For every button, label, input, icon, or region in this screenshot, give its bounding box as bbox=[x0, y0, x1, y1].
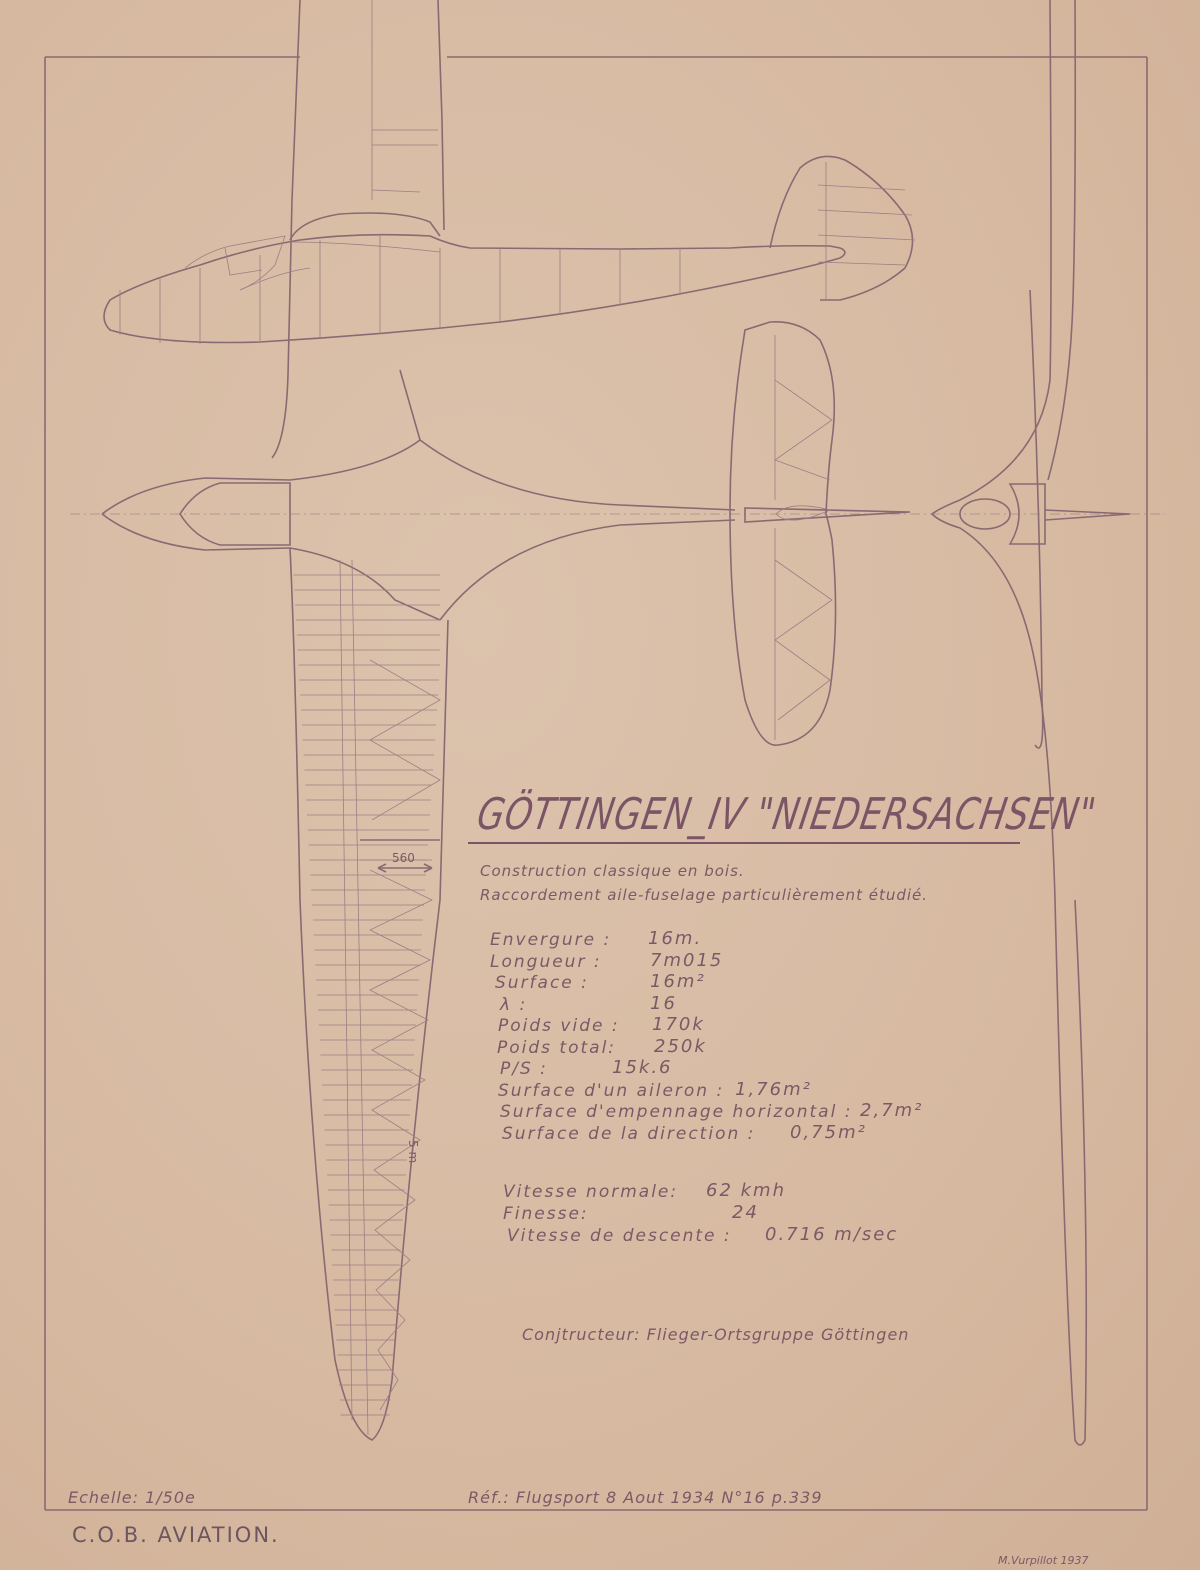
tailplane bbox=[730, 322, 836, 745]
performance-label: Vitesse normale: bbox=[503, 1182, 679, 1202]
performance-label: Vitesse de descente : bbox=[507, 1226, 732, 1246]
border-frame bbox=[45, 57, 1147, 1510]
spec-value: 16m. bbox=[648, 928, 703, 949]
spec-value: 0,75m² bbox=[790, 1121, 867, 1143]
fuselage-side-view bbox=[104, 156, 915, 344]
description-line-1: Construction classique en bois. bbox=[480, 862, 745, 880]
aircraft-title: GÖTTINGEN_IV "NIEDERSACHSEN" bbox=[473, 788, 1101, 840]
spec-label: Surface : bbox=[495, 973, 589, 993]
spec-value: 16m² bbox=[650, 971, 706, 992]
front-view bbox=[932, 0, 1130, 1445]
spec-value: 170k bbox=[652, 1014, 705, 1035]
performance-label: Finesse: bbox=[503, 1204, 589, 1224]
reference-label: Réf.: Flugsport 8 Aout 1934 N°16 p.339 bbox=[468, 1488, 823, 1507]
spec-value: 1,76m² bbox=[735, 1078, 812, 1100]
spec-label: Surface d'un aileron : bbox=[498, 1080, 725, 1101]
performance-value: 24 bbox=[732, 1202, 759, 1223]
lower-wing bbox=[290, 548, 448, 1440]
spec-label: Surface de la direction : bbox=[502, 1123, 756, 1144]
spec-label: Longueur : bbox=[490, 951, 602, 972]
title-underline bbox=[468, 842, 1020, 844]
publisher-label: C.O.B. AVIATION. bbox=[72, 1523, 280, 1547]
spec-label: Poids total: bbox=[497, 1037, 617, 1058]
performance-value: 0.716 m/sec bbox=[765, 1224, 899, 1245]
spec-value: 15k.6 bbox=[612, 1057, 673, 1078]
spec-label: P/S : bbox=[500, 1059, 548, 1079]
fuselage-plan-view bbox=[102, 370, 910, 620]
scale-label: Echelle: 1/50e bbox=[68, 1488, 196, 1507]
spec-label: Envergure : bbox=[490, 930, 612, 950]
spec-label: Poids vide : bbox=[498, 1016, 620, 1036]
spec-value: 7m015 bbox=[650, 949, 724, 971]
spec-value: 16 bbox=[650, 992, 677, 1014]
description-line-2: Raccordement aile-fuselage particulièrement étudié. bbox=[480, 886, 929, 904]
dimension-span-label: 5 m bbox=[406, 1140, 420, 1164]
performance-value: 62 kmh bbox=[706, 1180, 786, 1201]
signature: M.Vurpillot 1937 bbox=[998, 1554, 1089, 1567]
spec-value: 250k bbox=[654, 1035, 707, 1057]
spec-value: 2,7m² bbox=[860, 1100, 924, 1121]
spec-label: Surface d'empennage horizontal : bbox=[500, 1102, 853, 1122]
dimension-chord-label: 560 bbox=[392, 851, 415, 865]
constructor-line: Conjtructeur: Flieger-Ortsgruppe Göttingen bbox=[522, 1325, 910, 1344]
spec-label: λ : bbox=[500, 994, 528, 1015]
